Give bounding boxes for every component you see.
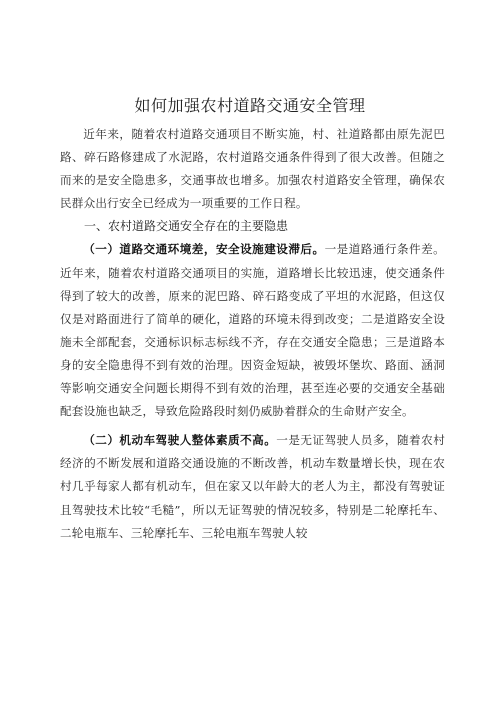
point-1-body: 一是道路通行条件差。近年来，随着农村道路交通项目的实施，道路增长比较迅速，使交通条件得到了较大的改善，原来的泥巴路、碎石路变成了平坦的水泥路，但这仅仅是对路面进行了简单的硬化，道路的环境未得到改变；二是道路安全设施未全部配套，交通标识标志标线不齐，存在交通安全隐患；三是道路本身的安全隐患得不到有效的治理。因资金短缺，被毁坏堡坎、路面、涵洞等影响交通安全问题长期得不到有效的治理，甚至连必要的交通安全基础配套设施也缺乏，导致危险路段时刻仍威胁着群众的生命财产安全。 xyxy=(60,242,445,419)
intro-paragraph: 近年来，随着农村道路交通项目不断实施，村、社道路都由原先泥巴路、碎石路修建成了水泥路，农村道路交通条件得到了很大改善。但随之而来的是安全隐患多，交通事故也增多。加强农村道路安全管理，确保农民群众出行安全已经成为一项重要的工作日程。 xyxy=(60,127,445,211)
section-heading: 一、农村道路交通安全存在的主要隐患 xyxy=(84,219,289,234)
point-2-paragraph xyxy=(60,429,445,544)
point-2-body: 一是无证驾驶人员多，随着农村经济的不断发展和道路交通设施的不断改善，机动车数量增长快，现在农村几乎每家人都有机动车，但在家又以年龄大的老人为主，都没有驾驶证且驾驶技术比较“毛糙”，所以无证驾驶的情况较多，特别是二轮摩托车、二轮电瓶车、三轮摩托车、三轮电瓶车驾驶人较 xyxy=(60,433,445,540)
document-title: 如何加强农村道路交通安全管理 xyxy=(134,96,366,115)
point-1-lead: （一）道路交通环境差，安全设施建设滞后。 xyxy=(83,242,325,257)
point-2-lead: （二）机动车驾驶人整体素质不高。 xyxy=(83,433,277,448)
point-1-paragraph xyxy=(60,238,445,423)
document-body xyxy=(60,123,445,545)
